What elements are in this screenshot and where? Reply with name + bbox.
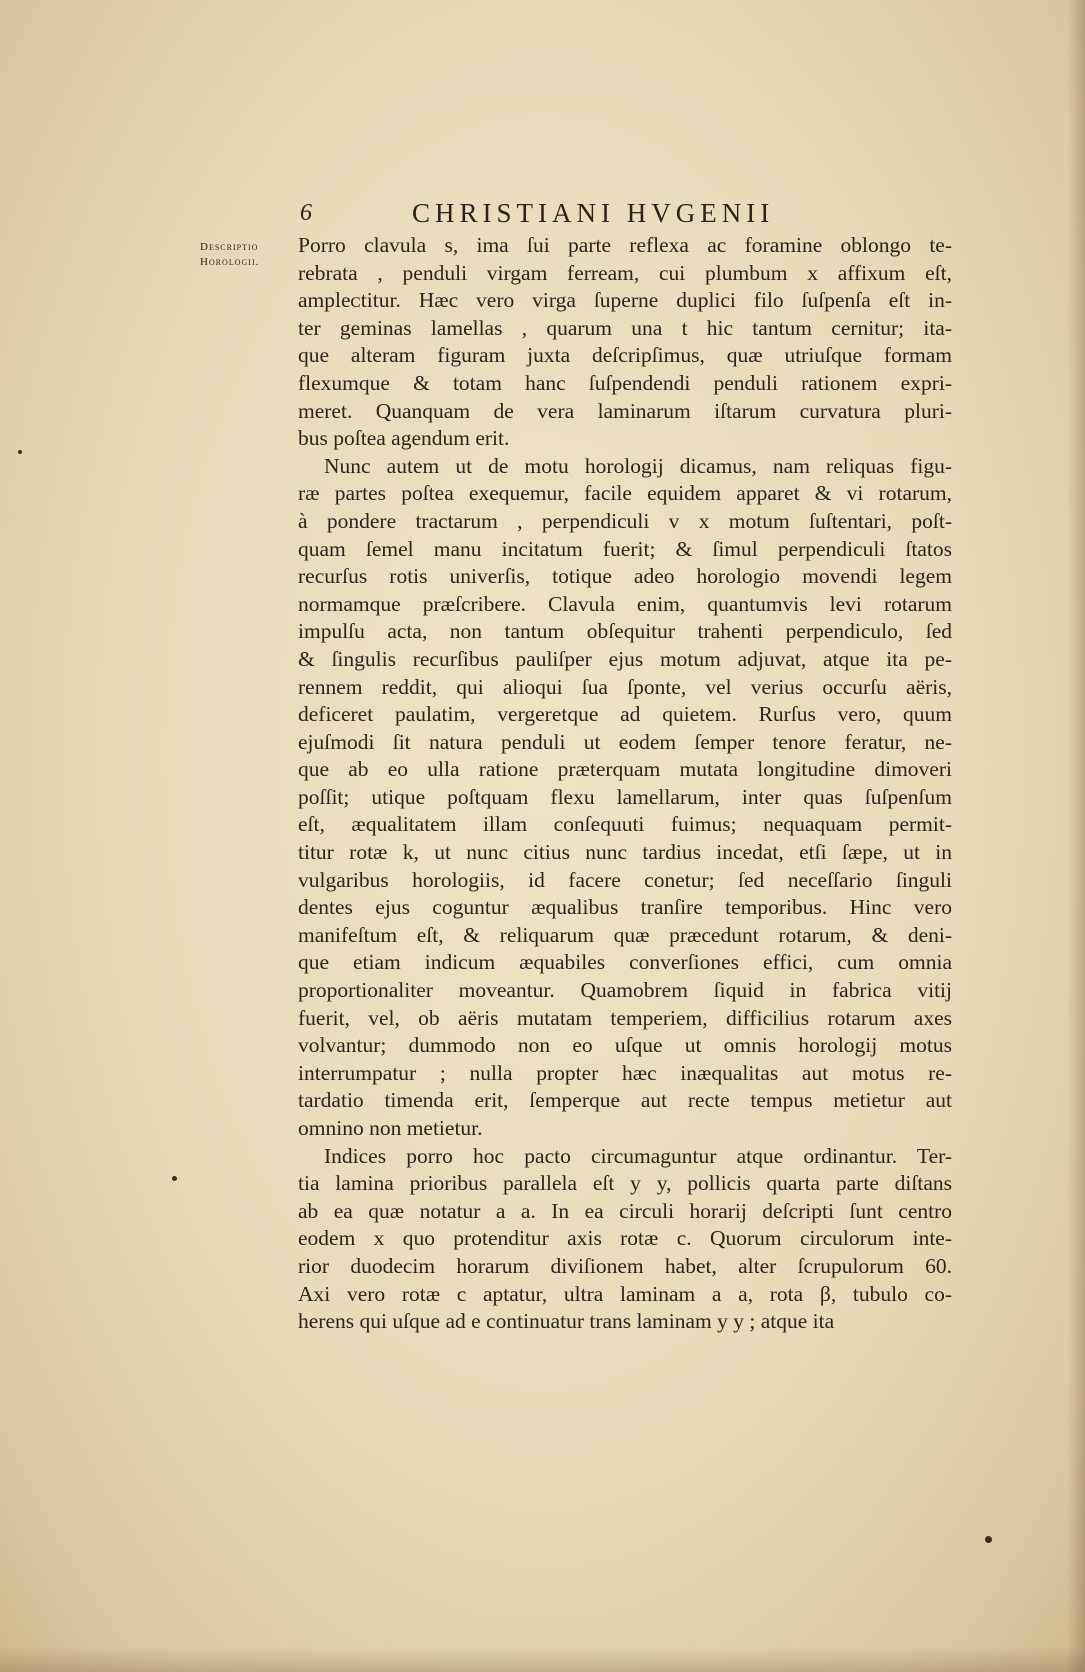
margin-note-line: Descriptio	[200, 241, 259, 253]
page-header	[298, 198, 958, 234]
text-line: titur rotæ k, ut nunc citius nunc tardius incedat, etſi ſæpe, ut in	[298, 840, 952, 865]
text-line: que alteram figuram juxta deſcripſimus, quæ utriuſque formam	[298, 343, 952, 368]
paragraph	[298, 1143, 952, 1336]
text-line: ampleᴄtitur. Hæc vero virga ſuperne duplici filo ſuſpenſa eſt in-	[298, 288, 952, 313]
page-edge-shadow-bottom	[0, 1646, 1085, 1672]
text-line: impulſu acta, non tantum obſequitur trahenti perpendiculo, ſed	[298, 619, 952, 644]
text-line: normamque præſcribere. Clavula enim, quantumvis levi rotarum	[298, 591, 952, 616]
text-line: Porro clavula s, ima ſui parte reflexa ac foramine oblongo te-	[298, 233, 952, 257]
text-line: à pondere tractarum , perpendiculi v x motum ſuſtentari, poſt-	[298, 508, 952, 533]
text-line: eodem x quo protenditur axis rotæ c. Quorum circulorum inte-	[298, 1226, 952, 1251]
running-head: CHRISTIANI HVGENII	[412, 198, 775, 228]
text-line: interrumpatur ; nulla propter hæc inæqualitas aut motus re-	[298, 1060, 952, 1085]
text-line: herens qui uſque ad e continuatur trans laminam y y ; atque ita	[298, 1309, 835, 1334]
text-line: quam ſemel manu incitatum fuerit; & ſimul perpendiculi ſtatos	[298, 536, 952, 561]
margin-note-line: Horologii.	[200, 256, 260, 268]
paragraph	[298, 453, 952, 1143]
text-line: proportionaliter moveantur. Quamobrem ſiquid in fabrica vitij	[298, 978, 952, 1003]
text-line: ejuſmodi ſit natura penduli ut eodem ſemper tenore feratur, ne-	[298, 729, 952, 754]
text-line: deficeret paulatim, vergeretque ad quietem. Rurſus vero, quum	[298, 702, 952, 727]
text-line: volvantur; dummodo non eo uſque ut omnis horologij motus	[298, 1033, 952, 1058]
margin-note	[200, 240, 295, 270]
paragraph	[298, 232, 952, 453]
text-line: & ſingulis recurſibus pauliſper ejus motum adjuvat, atque ita pe-	[298, 646, 952, 671]
text-line: tardatio timenda erit, ſemperque aut recte tempus metietur aut	[298, 1088, 952, 1113]
text-line: recurſus rotis univerſis, totique adeo horologio movendi legem	[298, 564, 952, 589]
text-line: ab ea quæ notatur a a. In ea circuli horarij deſcripti ſunt centro	[298, 1198, 952, 1223]
text-line: vulgaribus horologiis, id facere conetur; ſed neceſſario ſinguli	[298, 867, 952, 892]
text-line: Axi vero rotæ c aptatur, ultra laminam a a, rota β, tubulo co-	[298, 1281, 952, 1306]
text-line: rior duodecim horarum diviſionem habet, alter ſcrupulorum 60.	[298, 1253, 952, 1278]
text-line: Indices porro hoc pacto circumaguntur atque ordinantur. Ter-	[324, 1143, 952, 1168]
text-line: dentes ejus coguntur æqualibus tranſire temporibus. Hinc vero	[298, 895, 952, 920]
text-line: flexumque & totam hanc ſuſpendendi penduli rationem expri-	[298, 370, 952, 395]
text-line: bus poſtea agendum erit.	[298, 426, 510, 451]
page-edge-shadow-right	[1067, 0, 1085, 1672]
text-line: rebrata , penduli virgam ferream, cui plumbum x affixum eſt,	[298, 260, 952, 285]
ink-speck	[172, 1176, 177, 1181]
text-line: que etiam indicum æquabiles converſiones effici, cum omnia	[298, 950, 952, 975]
text-line: rennem reddit, qui alioqui ſua ſponte, vel verius occurſu aëris,	[298, 674, 952, 699]
text-line: ter geminas lamellas , quarum una t hic tantum cernitur; ita-	[298, 315, 952, 340]
text-line: ræ partes poſtea exequemur, facile equidem apparet & vi rotarum,	[298, 481, 952, 506]
page-number: 6	[300, 200, 312, 226]
text-line: omnino non metietur.	[298, 1116, 483, 1140]
body-text	[298, 232, 952, 1336]
text-line: manifeſtum eſt, & reliquarum quæ præcedunt rotarum, & deni-	[298, 922, 952, 947]
text-line: eſt, æqualitatem illam conſequuti fuimus; nequaquam permit-	[298, 812, 952, 837]
text-line: meret. Quanquam de vera laminarum iſtarum curvatura pluri-	[298, 398, 952, 423]
text-line: poſſit; utique poſtquam flexu lamellarum, inter quas ſuſpenſum	[298, 784, 952, 809]
ink-speck	[985, 1536, 992, 1543]
text-line: Nunc autem ut de motu horologij dicamus, nam reliquas figu-	[324, 453, 952, 478]
text-line: fuerit, vel, ob aëris mutatam temperiem, difficilius rotarum axes	[298, 1005, 952, 1030]
text-line: tia lamina prioribus parallela eſt y y, pollicis quarta parte diſtans	[298, 1171, 952, 1196]
ink-speck	[18, 450, 22, 454]
text-line: que ab eo ulla ratione præterquam mutata longitudine dimoveri	[298, 757, 952, 782]
